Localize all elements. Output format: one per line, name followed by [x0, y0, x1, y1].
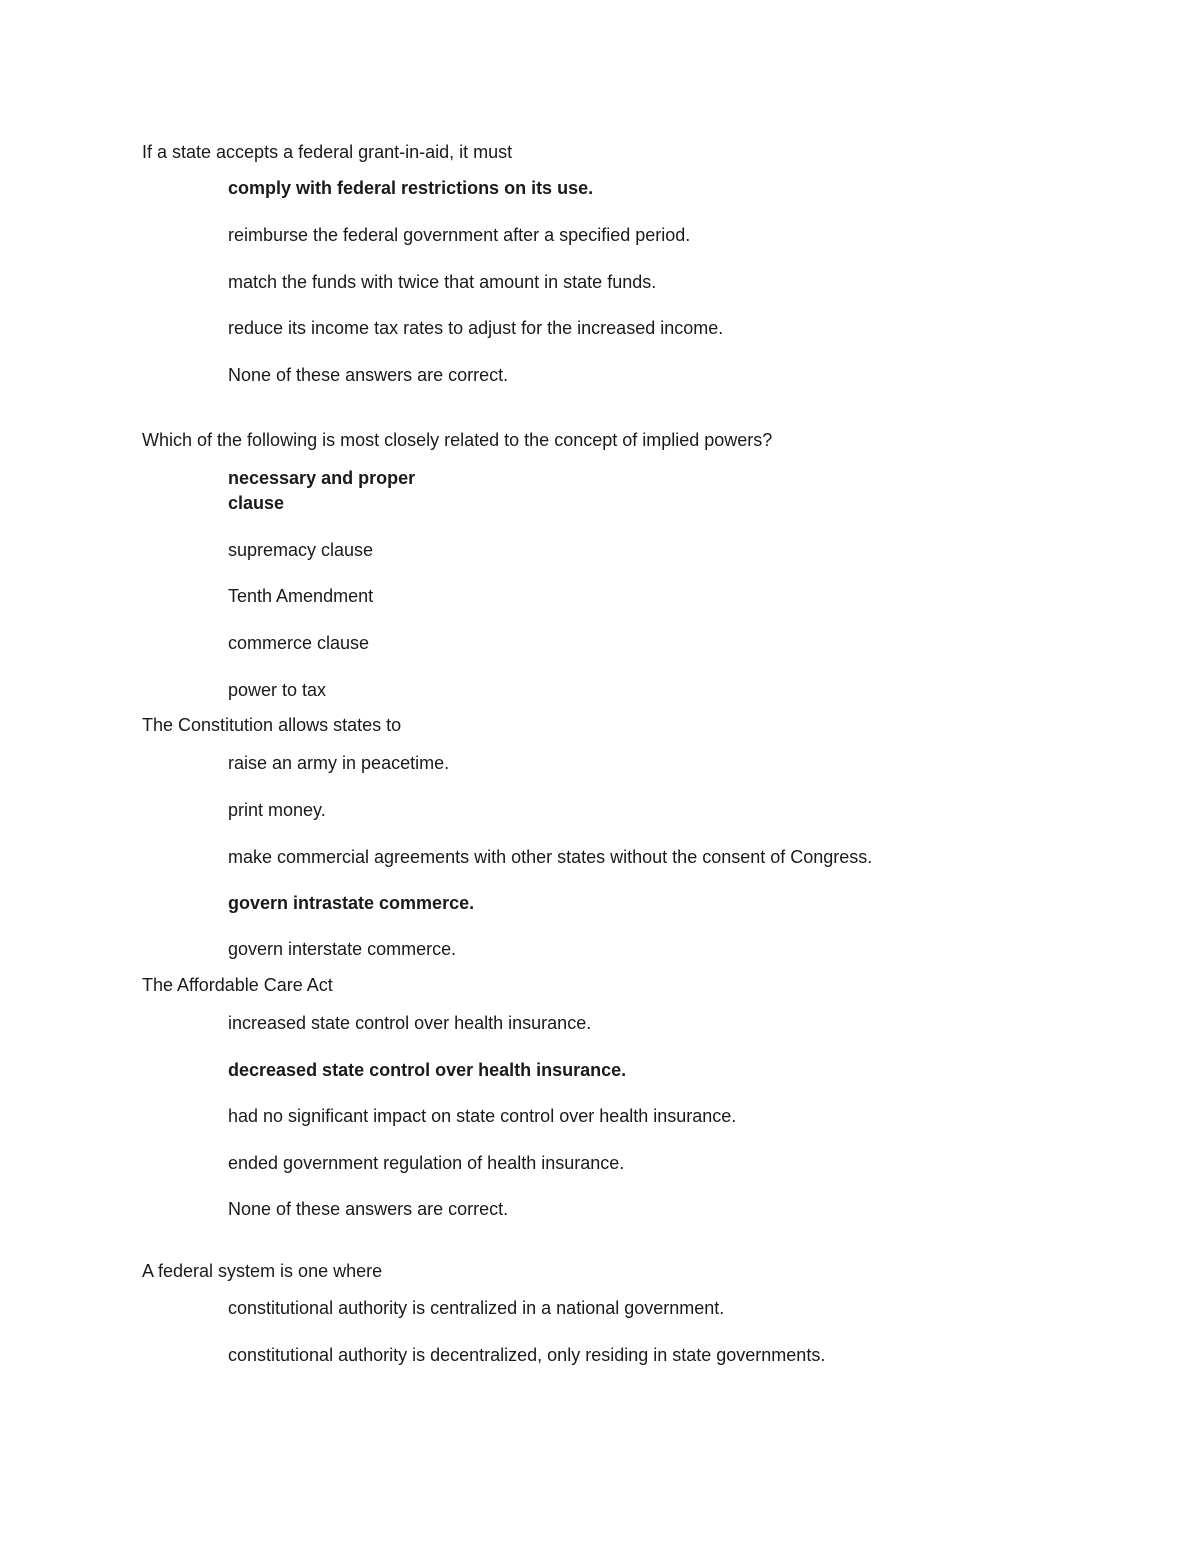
question-4-answer-2: decreased state control over health insurance.	[228, 1060, 627, 1080]
question-2-answer-4: commerce clause	[228, 633, 370, 653]
question-4-answer-4: ended government regulation of health insurance.	[228, 1153, 625, 1173]
question-1-answer-1: comply with federal restrictions on its use.	[228, 178, 594, 198]
question-3-answer-5: govern interstate commerce.	[228, 939, 457, 959]
question-4-answer-5: None of these answers are correct.	[228, 1199, 509, 1219]
question-2-answer-3: Tenth Amendment	[228, 586, 374, 606]
question-1-answer-2: reimburse the federal government after a specified period.	[228, 225, 691, 245]
question-1-answer-4: reduce its income tax rates to adjust for the increased income.	[228, 318, 724, 338]
question-2-answer-1-line-1: necessary and proper	[228, 468, 416, 488]
question-2-answer-1-line-2: clause	[228, 493, 285, 513]
question-1-answer-5: None of these answers are correct.	[228, 365, 509, 385]
question-4-prompt: The Affordable Care Act	[142, 975, 333, 995]
question-1-answer-3: match the funds with twice that amount in state funds.	[228, 272, 657, 292]
question-2-answer-5: power to tax	[228, 680, 327, 700]
question-3-answer-4: govern intrastate commerce.	[228, 893, 475, 913]
question-5-prompt: A federal system is one where	[142, 1261, 383, 1281]
question-4-answer-1: increased state control over health insurance.	[228, 1013, 592, 1033]
question-3-answer-1: raise an army in peacetime.	[228, 753, 450, 773]
question-2-answer-2: supremacy clause	[228, 540, 374, 560]
question-3-prompt: The Constitution allows states to	[142, 715, 402, 735]
question-4-answer-3: had no significant impact on state control over health insurance.	[228, 1106, 737, 1126]
question-3-answer-2: print money.	[228, 800, 326, 820]
question-1-prompt: If a state accepts a federal grant-in-aid, it must	[142, 142, 513, 162]
question-5-answer-1: constitutional authority is centralized in a national government.	[228, 1298, 725, 1318]
question-3-answer-3: make commercial agreements with other states without the consent of Congress.	[228, 847, 873, 867]
question-2-prompt: Which of the following is most closely related to the concept of implied powers?	[142, 430, 773, 450]
question-5-answer-2: constitutional authority is decentralized, only residing in state governments.	[228, 1345, 826, 1365]
